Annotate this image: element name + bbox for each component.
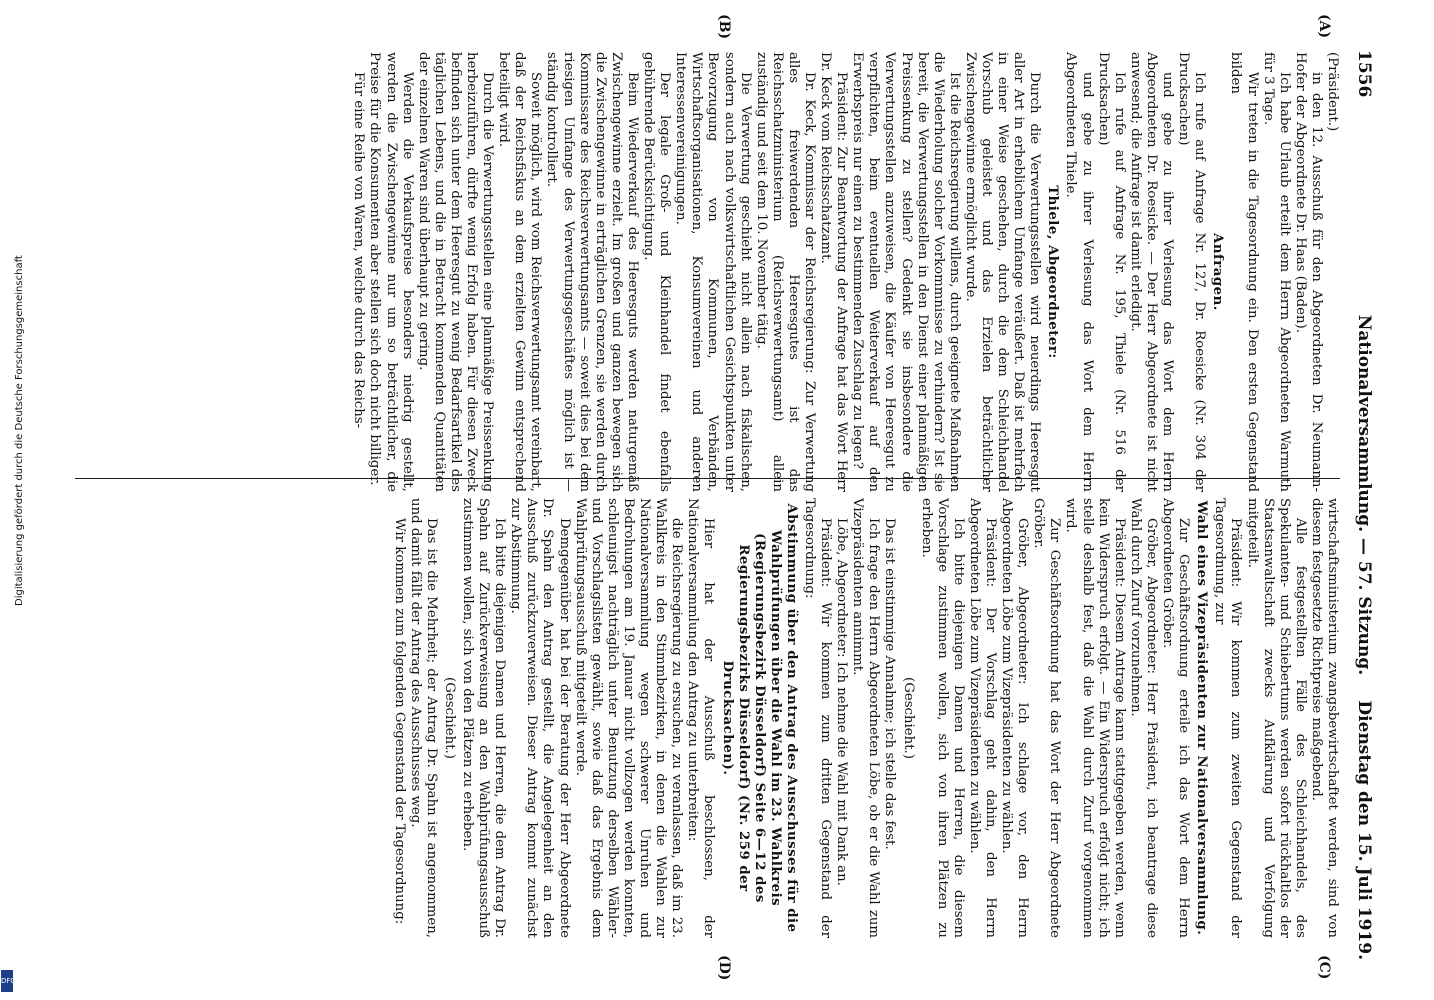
paragraph: Ist die Reichsregierung willens, durch geeignete Maßnahmen die Wiederholung solcher Vorkommnisse zu verhindern? Ist sie bereit, die Verwertungsstellen in den Dienst einer planmäßigen Preissenkung zu stellen? Gedenkt sie insbesondere die Verwertungsstellen anzuweisen, die Käufer von Heeresgut zu verpflichten, beim eventuellen Weiterverkauf auf den Erwerbspreis nur einen zu bestimmenden Zuschlag zu legen? xyxy=(850,52,962,492)
paragraph: Präsident: Der Vorschlag geht dahin, den Herrn Abgeordneten Löbe zum Vizepräsidenten zu wählen. xyxy=(966,498,999,938)
paragraph: Präsident: Diesem Antrage kann stattgegeben werden, wenn kein Widerspruch erfolgt. — Ein Widerspruch erfolgt nicht; ich stelle deshalb fest, daß die Wahl durch Zuruf vorgenommen wird. xyxy=(1063,498,1127,938)
paragraph: Löbe, Abgeordneter: Ich nehme die Wahl mit Dank an. xyxy=(834,518,850,886)
paragraph: Für eine Reihe von Waren, welche durch das Reichs- xyxy=(351,72,367,429)
session-date: Dienstag den 15. Juli 1919. xyxy=(1354,700,1374,960)
paragraph: Die Verwertung geschieht nicht allein nach fiskalischen, sondern auch nach volkswirtschaftlichen Gesichtspunkten unter Bevorzugung von Kommunen, Verbänden, Wirtschaftsorganisationen, Konsumvereinen und anderen Interessenvereinigungen. xyxy=(673,52,753,492)
speaker-heading: Thiele, Abgeordneter: xyxy=(1045,185,1061,359)
paragraph: und gebe zu ihrer Verlesung das Wort dem Herrn Abgeordneten Thiele. xyxy=(1063,52,1095,492)
paragraph: Demgegenüber hat bei der Beratung der Herr Abgeordnete Dr. Spahn den Antrag gestellt, die Angelegenheit an den Ausschuß zurückzuverweisen. Dieser Antrag kommt zunächst zur Abstimmung. xyxy=(508,498,572,938)
right-column xyxy=(391,498,1340,938)
paragraph: Das ist einstimmige Annahme; ich stelle das fest. xyxy=(882,518,898,850)
paragraph: Alle festgestellten Fälle des Schleichhandels, des Spekulanten- und Schiebertums werden sofort rückhaltlos der Staatsanwaltschaft zwecks Aufklärung und Verfolgung mitgeteilt. xyxy=(1244,498,1308,938)
paragraph: Ich bitte diejenigen Damen und Herren, die diesem Vorschlage zustimmen wollen, sich von ihren Plätzen zu erheben. xyxy=(918,498,966,938)
paragraph: Präsident: Wir kommen zum zweiten Gegenstand der Tagesordnung, zur xyxy=(1212,498,1244,938)
paragraph: Präsident: Wir kommen zum dritten Gegenstand der Tagesordnung: xyxy=(802,498,834,938)
paragraph: Ich frage den Herrn Abgeordneten Löbe, ob er die Wahl zum Vizepräsidenten annimmt. xyxy=(850,498,882,938)
paragraph: Gröber, Abgeordneter: Ich schlage vor, den Herrn Abgeordneten Löbe zum Vizepräsidenten zu wählen. xyxy=(999,498,1031,938)
paragraph: Werden die Verkaufspreise besonders niedrig gestellt, werden die Zwischengewinne nur um so beträchtlicher, die Preise für die Konsumenten aber stellen sich doch nicht billiger. xyxy=(367,52,415,492)
paragraph: Zur Geschäftsordnung erteile ich das Wort dem Herrn Abgeordneten Gröber. xyxy=(1160,498,1192,938)
margin-mark-d: (D) xyxy=(716,955,732,981)
paragraph: Dr. Keck, Kommissar der Reichsregierung: Zur Verwertung alles freiwerdenden Heeresgutes ist das Reichsschatzministerium (Reichsverwertungsamt) allein zuständig und seit dem 10. November tätig. xyxy=(753,52,817,492)
paragraph: Beim Wiederverkauf des Heeresguts werden naturgemäß Zwischengewinne erzielt. Im großen und ganzen bewegen sich die Zwischengewinne in erträglichen Grenzen, sie werden durch Kommissare des Reichsverwertungsamts — soweit dies bei dem riesigen Umfange des Verwertungsgeschäftes möglich ist — ständig kontrolliert. xyxy=(544,52,640,492)
section-heading: Anfragen. xyxy=(1210,233,1226,311)
paragraph: Ich rufe auf Anfrage Nr. 195, Thiele (Nr. 516 der Drucksachen) xyxy=(1095,52,1127,492)
rotated-page xyxy=(66,0,1384,990)
credit-text: Digitalisierung gefördert durch die Deutsche Forschungsgemeinschaft xyxy=(14,255,25,606)
left-column xyxy=(350,52,1340,492)
speaker-note: (Präsident.) xyxy=(1325,52,1340,132)
paragraph: und gebe zu ihrer Verlesung das Wort dem Herrn Abgeordneten Dr. Roesicke. — Der Herr Abgeordnete ist nicht anwesend; die Anfrage ist damit erledigt. xyxy=(1127,52,1176,492)
paragraph: die Reichsregierung zu ersuchen, zu veranlassen, daß im 23. Wahlkreis in den Stimmbezirken, in denen die Wahlen zur Nationalversammlung wegen schwerer Unruhen und Bedrohungen am 19. Januar nicht vollzogen werden konnten, schleunigst nachträglich unter Benutzung derselben Wähler- und Vorschlagslisten gewählt, sowie daß das Ergebnis dem Wahlprüfungsausschuß mitgeteilt werde. xyxy=(572,498,685,938)
paragraph: Das ist die Mehrheit; der Antrag Dr. Spahn ist angenommen, und damit fällt der Antrag des Ausschusses weg. xyxy=(407,498,439,938)
paragraph: Soweit möglich, wird vom Reichsverwertungsamt vereinbart, daß der Reichsfiskus an dem erzielten Gewinn entsprechend beteiligt wird. xyxy=(496,52,544,492)
paragraph: Ich rufe auf Anfrage Nr. 127, Dr. Roesicke (Nr. 304 der Drucksachen) xyxy=(1176,52,1208,492)
margin-mark-c: (C) xyxy=(1316,955,1332,980)
margin-mark-a: (A) xyxy=(1316,14,1332,39)
digitization-credit xyxy=(0,0,25,1000)
paragraph: Wir kommen zum folgenden Gegenstand der Tagesordnung: xyxy=(391,518,407,925)
stage-direction: (Geschieht.) xyxy=(900,677,916,759)
paragraph: Ich bitte diejenigen Damen und Herren, die dem Antrag Dr. Spahn auf Zurückverweisung an den Wahlprüfungsausschuß zustimmen wollen, sich von den Plätzen zu erheben. xyxy=(460,498,508,938)
page-title: Nationalversammlung. — 57. Sitzung. xyxy=(1354,314,1374,676)
paragraph: Durch die Verwertungsstellen eine planmäßige Preissenkung herbeizuführen, dürfte wenig Erfolg haben. Für diesen Zweck befinden sich unter dem Heeresgut zu wenig Bedarfsartikel des täglichen Lebens, und die in Betracht kommenden Quantitäten der einzelnen Waren sind überhaupt zu gering. xyxy=(415,52,496,492)
page-header xyxy=(1348,30,1376,960)
paragraph: wirtschaftsministerium zwangsbewirtschaftet werden, sind von diesem festgesetzte Richtpreise maßgebend. xyxy=(1308,498,1340,938)
paragraph: Gröber, Abgeordneter: Herr Präsident, ich beantrage diese Wahl durch Zuruf vorzunehmen. xyxy=(1127,498,1159,938)
paragraph: Zur Geschäftsordnung hat das Wort der Herr Abgeordnete Gröber. xyxy=(1031,498,1063,938)
paragraph: Ich habe Urlaub erteilt dem Herrn Abgeordneten Warmuth für 3 Tage. xyxy=(1260,52,1292,492)
paragraph: Wir treten in die Tagesordnung ein. Den ersten Gegenstand bilden xyxy=(1228,52,1260,492)
paragraph: Präsident: Zur Beantwortung der Anfrage hat das Wort Herr Dr. Keck vom Reichsschatzamt. xyxy=(818,52,850,492)
paragraph: Der legale Groß- und Kleinhandel findet ebenfalls gebührende Berücksichtigung. xyxy=(641,52,673,492)
paragraph: Hier hat der Ausschuß beschlossen, der Nationalversammlung den Antrag zu unterbreiten: xyxy=(685,498,717,938)
section-heading: Abstimmung über den Antrag des Ausschusses für die Wahlprüfungen über die Wahl im 23. Wahlkreis (Regierungsbezirk Düsseldorf) Seite 6—12 des Regierungsbezirks Düsseldorf) (Nr. 259 der Drucksachen). xyxy=(719,503,799,933)
stage-direction: (Geschieht.) xyxy=(441,677,457,759)
section-heading: Wahl eines Vizepräsidenten zur Nationalversammlung. xyxy=(1194,500,1210,936)
margin-mark-b: (B) xyxy=(716,14,732,40)
paragraph: Durch die Verwertungsstellen wird neuerdings Heeresgut aller Art in erheblichem Umfange veräußert. Daß ist mehrfach in einer Weise geschehen, durch die dem Schleichhandel Vorschub geleistet und das Erzielen beträchtlicher Zwischengewinne ermöglicht wurde. xyxy=(962,52,1043,492)
paragraph: in den 12. Ausschuß für den Abgeordneten Dr. Neumann-Hofer der Abgeordnete Dr. Haas (Baden). xyxy=(1292,52,1324,492)
dfg-logo: DFG xyxy=(1,970,13,992)
page-number: 1556 xyxy=(1354,50,1374,98)
